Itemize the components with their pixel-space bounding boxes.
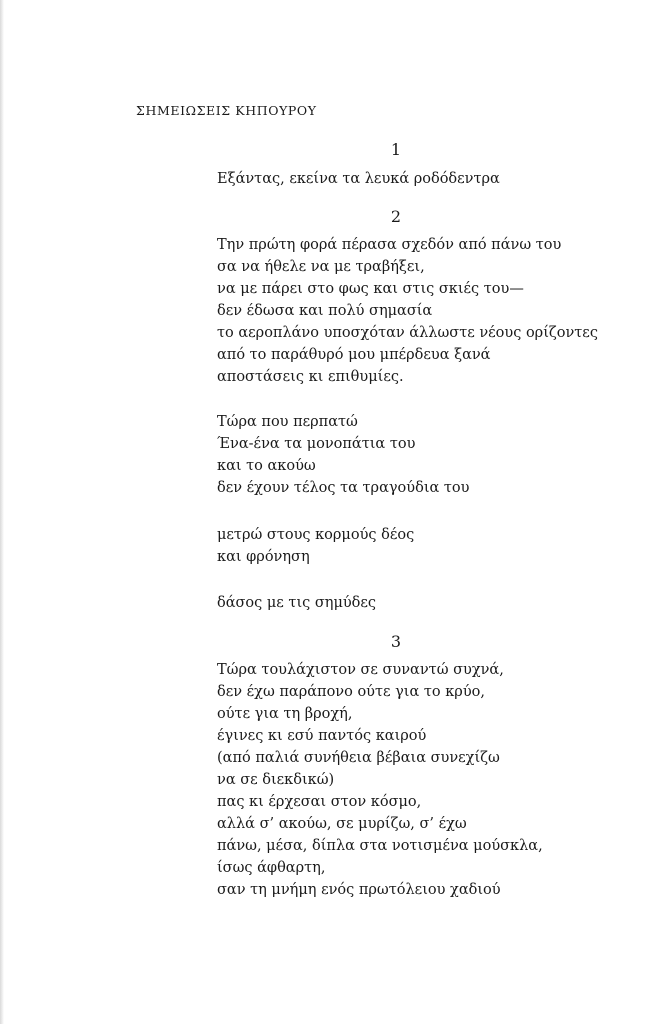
poem-line: δεν έχω παράπονο ούτε για το κρύο, (217, 684, 485, 700)
poem-line: πας κι έρχεσαι στον κόσμο, (217, 794, 422, 810)
scan-edge-shadow (0, 0, 4, 1024)
poem-line: και φρόνηση (217, 549, 310, 565)
poem-line: ίσως άφθαρτη, (217, 860, 326, 876)
poem-line: Τώρα τουλάχιστον σε συναντώ συχνά, (217, 662, 504, 678)
poem-line: πάνω, μέσα, δίπλα στα νοτισμένα μούσκλα, (217, 838, 543, 854)
section-1-stanza-1 (217, 168, 637, 190)
running-head: ΣΗΜΕΙΩΣΕΙΣ ΚΗΠΟΥΡΟΥ (136, 103, 317, 118)
poem-line: σαν τη μνήμη ενός πρωτόλειου χαδιού (217, 882, 501, 898)
poem-line: αποστάσεις κι επιθυμίες. (217, 369, 404, 385)
poem-line: από το παράθυρό μου μπέρδευα ξανά (217, 347, 491, 363)
poem-line: Την πρώτη φορά πέρασα σχεδόν από πάνω του (217, 237, 562, 253)
section-2-stanza-2 (217, 411, 637, 499)
poem-line: δάσος με τις σημύδες (217, 595, 377, 611)
poem-line: σα να ήθελε να με τραβήξει, (217, 259, 425, 275)
section-2-stanza-3 (217, 524, 637, 568)
section-2-stanza-4 (217, 592, 637, 614)
poem-line: ούτε για τη βροχή, (217, 706, 353, 722)
poem-line: να με πάρει στο φως και στις σκιές του— (217, 281, 524, 297)
section-3-stanza-1 (217, 659, 637, 901)
poem-line: μετρώ στους κορμούς δέος (217, 527, 415, 543)
poem-line: Ένα-ένα τα μονοπάτια του (217, 436, 416, 452)
poem-line: να σε διεκδικώ) (217, 772, 335, 788)
poem-line: δεν έδωσα και πολύ σημασία (217, 303, 433, 319)
poem-line: δεν έχουν τέλος τα τραγούδια του (217, 480, 470, 496)
poem-line: και το ακούω (217, 458, 316, 474)
poem-line: έγινες κι εσύ παντός καιρού (217, 728, 427, 744)
section-number-2: 2 (390, 207, 402, 226)
poem-line: Εξάντας, εκείνα τα λευκά ροδόδεντρα (217, 171, 500, 187)
poem-line: (από παλιά συνήθεια βέβαια συνεχίζω (217, 750, 500, 766)
poem-line: Τώρα που περπατώ (217, 414, 358, 430)
poem-line: αλλά σ’ ακούω, σε μυρίζω, σ’ έχω (217, 816, 467, 832)
section-number-1: 1 (390, 140, 402, 159)
section-number-3: 3 (390, 632, 402, 651)
section-2-stanza-1 (217, 234, 637, 388)
poem-line: το αεροπλάνο υποσχόταν άλλωστε νέους ορίζοντες (217, 325, 598, 341)
